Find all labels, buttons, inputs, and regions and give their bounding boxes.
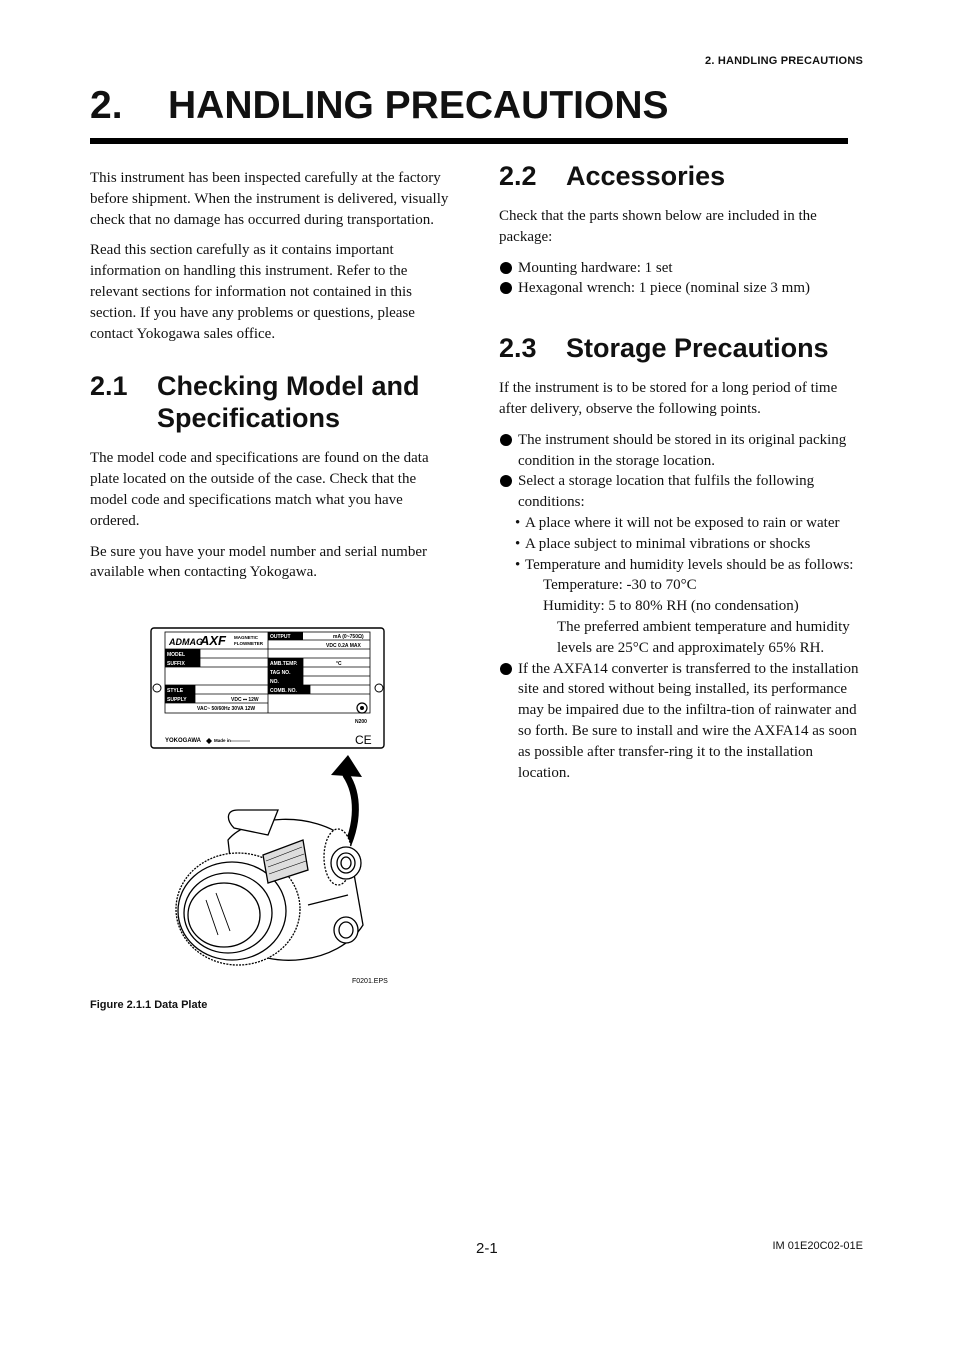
plate-brand: ADMAG — [169, 637, 203, 647]
intro-paragraph-2: Read this section carefully as it contains important information on handling this instrument. Refer to the relevant sections for information not contained in this section. If you have any problems or questions, please contact Yokogawa sales office. — [90, 242, 415, 342]
plate-ce-mark: CE — [355, 733, 372, 747]
accessories-list — [499, 258, 864, 300]
bullet-icon — [500, 663, 512, 675]
section-2-2-heading — [499, 160, 864, 192]
section-2-1-title-line2: Specifications — [157, 403, 341, 434]
chapter-title-text: HANDLING PRECAUTIONS — [168, 84, 669, 127]
list-item: • A place where it will not be exposed to rain or water — [515, 514, 840, 531]
condition-text: A place where it will not be exposed to rain or water — [525, 514, 840, 531]
preferred-conditions-note: The preferred ambient temperature and humidity levels are 25°C and approximately 65% RH. — [557, 618, 850, 656]
list-item: • A place subject to minimal vibrations or shocks — [515, 535, 811, 552]
bullet-icon — [500, 475, 512, 487]
section-2-1-heading — [90, 370, 452, 434]
temperature-condition: Temperature: -30 to 70°C — [543, 577, 697, 594]
storage-item-text: If the AXFA14 converter is transferred to the installation site and stored without being installed, its performance may be impaired due to the infiltra-tion of rainwater and so forth. Be sure to install and wire the AXFA14 as soon as possible after transfer-ring it to the installation location. — [518, 660, 859, 781]
plate-made-in: Made in — [214, 738, 231, 743]
section-2-1-paragraph-1: The model code and specifications are found on the data plate located on the outside of the case. Check that the model code and specifications match what you have ordered. — [90, 450, 429, 529]
list-item — [499, 430, 864, 472]
plate-model-logo: AXF — [200, 633, 226, 648]
running-head: 2. HANDLING PRECAUTIONS — [705, 55, 863, 67]
plate-cert-code: N200 — [355, 719, 367, 725]
storage-item-text: The instrument should be stored in its original packing condition in the storage location. — [518, 431, 847, 469]
plate-supply-dc: VDC ⎓ 12W — [231, 697, 259, 703]
list-item — [499, 278, 864, 299]
data-plate-figure — [148, 625, 398, 990]
plate-product-line2: FLOWMETER — [234, 641, 263, 646]
storage-conditions-list — [515, 513, 864, 659]
list-item — [499, 659, 864, 784]
humidity-condition: Humidity: 5 to 80% RH (no condensation) — [543, 598, 799, 615]
condition-text: Temperature and humidity levels should be as follows: — [525, 556, 854, 573]
plate-output-value1: mA (0~750Ω) — [333, 634, 364, 640]
storage-list — [499, 430, 864, 784]
section-2-3-number: 2.3 — [499, 333, 537, 364]
plate-style-label: STYLE — [167, 688, 184, 694]
bullet-icon — [500, 282, 512, 294]
left-column — [90, 168, 452, 593]
plate-supply-ac: VAC~ 50/60Hz 30VA 12W — [197, 706, 256, 712]
section-2-2-title: Accessories — [566, 161, 726, 191]
right-column — [499, 160, 864, 783]
intro-paragraph-1: This instrument has been inspected carefully at the factory before shipment. When the instrument is delivered, visually check that no damage has occurred during transportation. — [90, 170, 449, 228]
figure-file-label: F0201.EPS — [352, 978, 388, 985]
conditions-block — [525, 575, 864, 658]
plate-maker: YOKOGAWA — [165, 738, 202, 744]
title-rule — [90, 138, 848, 144]
plate-output-value2: VDC 0.2A MAX — [326, 643, 361, 649]
accessory-item-text: Mounting hardware: 1 set — [518, 259, 673, 276]
page-number: 2-1 — [476, 1240, 498, 1257]
figure-caption: Figure 2.1.1 Data Plate — [90, 999, 208, 1011]
chapter-number: 2. — [90, 84, 123, 127]
plate-supply-label: SUPPLY — [167, 697, 187, 703]
flowmeter-icon — [176, 810, 363, 965]
section-2-3-heading — [499, 332, 864, 364]
section-2-2-intro: Check that the parts shown below are included in the package: — [499, 208, 817, 245]
bullet-icon — [500, 434, 512, 446]
section-2-1-number: 2.1 — [90, 371, 128, 402]
condition-text: A place subject to minimal vibrations or shocks — [525, 535, 811, 552]
data-plate-illustration — [148, 625, 398, 990]
section-2-2-number: 2.2 — [499, 161, 537, 191]
list-item — [499, 258, 864, 279]
accessory-item-text: Hexagonal wrench: 1 piece (nominal size 3 mm) — [518, 280, 810, 297]
bullet-icon — [500, 262, 512, 274]
section-2-3-intro: If the instrument is to be stored for a long period of time after delivery, observe the following points. — [499, 380, 838, 417]
plate-tag-no-label: TAG NO. — [270, 670, 291, 676]
plate-comb-no-label: COMB. NO. — [270, 688, 297, 694]
section-2-3-title: Storage Precautions — [566, 333, 829, 364]
storage-item-text: Select a storage location that fulfils the following conditions: — [518, 473, 815, 511]
plate-model-label: MODEL — [167, 652, 186, 658]
section-2-1-title-line1: Checking Model and — [157, 371, 420, 402]
plate-amb-temp-unit: °C — [336, 661, 342, 667]
section-2-1-paragraph-2: Be sure you have your model number and serial number available when contacting Yokogawa. — [90, 543, 427, 581]
plate-no-label: NO. — [270, 679, 279, 685]
document-id: IM 01E20C02-01E — [772, 1240, 863, 1252]
plate-amb-temp-label: AMB.TEMP. — [270, 661, 298, 667]
plate-output-label: OUTPUT — [270, 634, 291, 640]
list-item — [499, 471, 864, 658]
plate-product-line1: MAGNETIC — [234, 635, 258, 640]
list-item: • Temperature and humidity levels should be as follows: Temperature: -30 to 70°C Humidity: 5 to 80% RH (no condensation) The preferred ambient temperature and humidity levels are 25°C and approximately 65% RH. — [515, 555, 864, 659]
chapter-title — [90, 84, 669, 128]
plate-suffix-label: SUFFIX — [167, 661, 185, 667]
